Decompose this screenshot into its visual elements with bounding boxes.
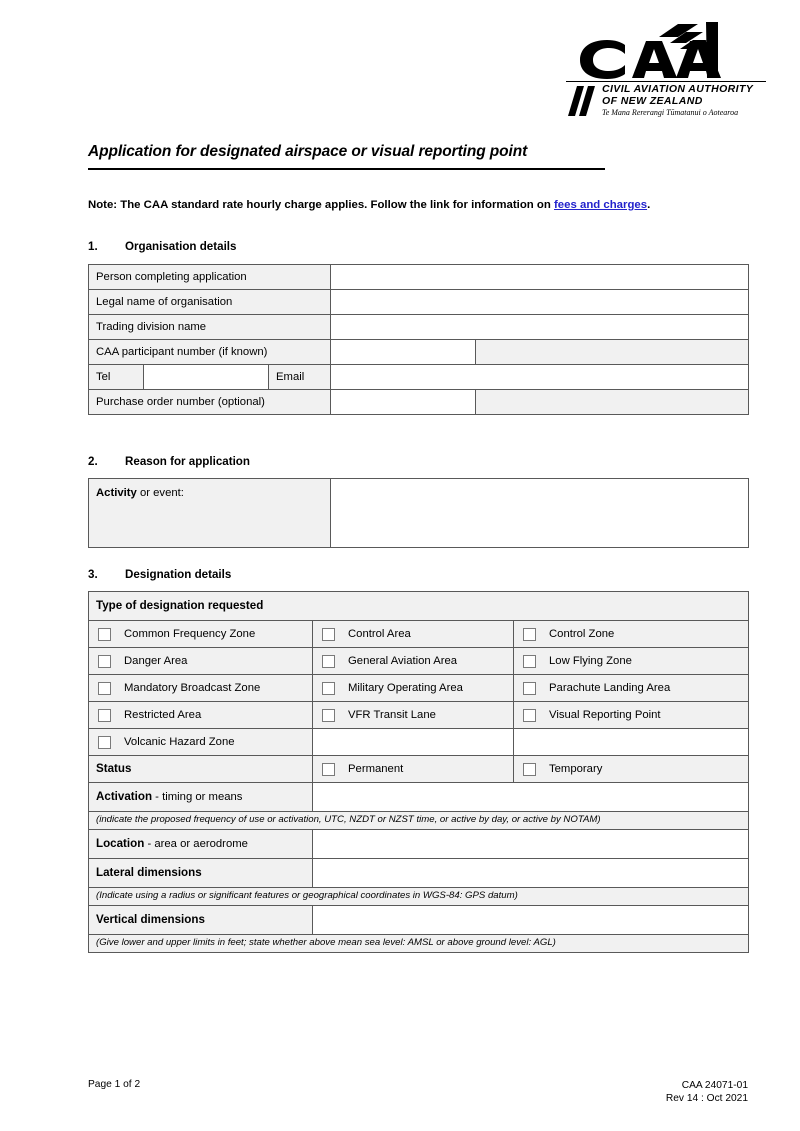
activation-label-bold: Activation [96, 790, 153, 803]
activity-label-rest: or event: [136, 487, 184, 499]
section-title-2: Reason for application [125, 455, 250, 468]
checkbox-cell-control-area[interactable] [313, 621, 514, 648]
checkbox-label: Restricted Area [124, 709, 202, 721]
table-row [89, 315, 749, 340]
label-legal-name: Legal name of organisation [89, 290, 331, 315]
fees-and-charges-link[interactable]: fees and charges [554, 199, 648, 211]
activity-label-bold: Activity [96, 487, 137, 499]
table-row [89, 702, 749, 729]
table-row [89, 756, 749, 783]
table-row [89, 265, 749, 290]
spacer-purchase-order [476, 390, 749, 415]
checkbox-label: Common Frequency Zone [124, 628, 256, 640]
activation-label-rest: - timing or means [152, 791, 243, 803]
checkbox-icon[interactable] [98, 682, 111, 695]
logo-line-2: OF NEW ZEALAND [602, 94, 703, 107]
section-number-1: 1. [88, 240, 98, 253]
note-prefix: Note: The CAA standard rate hourly charge applies. Follow the link for information on [88, 199, 555, 211]
section-title-3: Designation details [125, 568, 232, 581]
checkbox-label: Control Zone [549, 628, 615, 640]
checkbox-label: Permanent [348, 763, 404, 775]
checkbox-cell-restricted-area[interactable] [89, 702, 313, 729]
checkbox-cell-control-zone[interactable] [514, 621, 749, 648]
double-slash-icon [568, 86, 598, 116]
table-row [89, 859, 749, 888]
hint-activation: (indicate the proposed frequency of use or activation, UTC, NZDT or NZST time, or active by day, or active by NOTAM) [89, 812, 749, 830]
checkbox-icon[interactable] [98, 628, 111, 641]
input-trading-division[interactable] [331, 315, 749, 340]
input-activation[interactable] [313, 783, 749, 812]
table-row [89, 592, 749, 621]
table-row [89, 648, 749, 675]
empty-cell-designation-2 [313, 729, 514, 756]
input-purchase-order[interactable] [331, 390, 476, 415]
location-label-rest: - area or aerodrome [144, 838, 248, 850]
caa-logo-subtext [566, 81, 766, 118]
section-number-3: 3. [88, 568, 98, 581]
checkbox-icon[interactable] [523, 682, 536, 695]
footer-form-meta [666, 1079, 748, 1105]
checkbox-cell-parachute-landing-area[interactable] [514, 675, 749, 702]
checkbox-label: Mandatory Broadcast Zone [124, 682, 261, 694]
label-lateral-dimensions: Lateral dimensions [89, 859, 313, 888]
designation-type-header: Type of designation requested [89, 592, 749, 621]
section-heading-3 [88, 568, 231, 581]
checkbox-cell-general-aviation-area[interactable] [313, 648, 514, 675]
checkbox-cell-volcanic-hazard-zone[interactable] [89, 729, 313, 756]
note-suffix: . [647, 199, 651, 211]
caa-logo [566, 22, 766, 118]
hint-vertical-dimensions: (Give lower and upper limits in feet; state whether above mean sea level: AMSL or above ground level: AGL) [89, 935, 749, 953]
checkbox-icon[interactable] [322, 628, 335, 641]
table-row [89, 888, 749, 906]
input-location[interactable] [313, 830, 749, 859]
label-trading-division: Trading division name [89, 315, 331, 340]
checkbox-label: Military Operating Area [348, 682, 463, 694]
section-title-1: Organisation details [125, 240, 237, 253]
checkbox-label: Danger Area [124, 655, 188, 667]
input-tel[interactable] [144, 365, 269, 390]
table-row [89, 830, 749, 859]
checkbox-icon[interactable] [523, 709, 536, 722]
input-participant-number[interactable] [331, 340, 476, 365]
logo-line-3: Te Mana Rererangi Tūmatanui o Aotearoa [602, 108, 739, 117]
note-line [88, 199, 650, 211]
table-row [89, 812, 749, 830]
checkbox-icon[interactable] [98, 655, 111, 668]
table-row [89, 906, 749, 935]
section-number-2: 2. [88, 455, 98, 468]
checkbox-label: Visual Reporting Point [549, 709, 661, 721]
label-status: Status [89, 756, 313, 783]
checkbox-label: Low Flying Zone [549, 655, 632, 667]
location-label-bold: Location [96, 837, 145, 850]
label-email: Email [269, 365, 331, 390]
checkbox-cell-low-flying-zone[interactable] [514, 648, 749, 675]
organisation-details-table [88, 264, 749, 415]
checkbox-label: Control Area [348, 628, 411, 640]
input-email[interactable] [331, 365, 749, 390]
table-row [89, 729, 749, 756]
caa-logo-mark [566, 22, 766, 80]
table-row [89, 479, 749, 548]
input-legal-name[interactable] [331, 290, 749, 315]
checkbox-cell-permanent[interactable] [313, 756, 514, 783]
checkbox-cell-military-operating-area[interactable] [313, 675, 514, 702]
hint-lateral-dimensions: (Indicate using a radius or significant features or geographical coordinates in WGS-84: GPS datum) [89, 888, 749, 906]
footer-revision: Rev 14 : Oct 2021 [665, 1093, 748, 1104]
section-heading-1 [88, 240, 236, 253]
spacer-participant-number [476, 340, 749, 365]
label-vertical-dimensions: Vertical dimensions [89, 906, 313, 935]
checkbox-label: Volcanic Hazard Zone [124, 736, 235, 748]
input-activity-or-event[interactable] [331, 479, 749, 548]
logo-line-1: CIVIL AVIATION AUTHORITY [602, 83, 754, 95]
designation-details-table [88, 591, 749, 953]
checkbox-icon[interactable] [322, 682, 335, 695]
table-row [89, 340, 749, 365]
checkbox-icon[interactable] [523, 628, 536, 641]
checkbox-icon[interactable] [523, 763, 536, 776]
table-row [89, 935, 749, 953]
table-row [89, 621, 749, 648]
label-participant-number: CAA participant number (if known) [89, 340, 331, 365]
checkbox-icon[interactable] [523, 655, 536, 668]
footer-form-id: CAA 24071-01 [681, 1080, 748, 1091]
input-person-completing[interactable] [331, 265, 749, 290]
label-person-completing: Person completing application [89, 265, 331, 290]
checkbox-cell-mandatory-broadcast-zone[interactable] [89, 675, 313, 702]
footer-page-number: Page 1 of 2 [88, 1079, 141, 1090]
label-tel: Tel [89, 365, 144, 390]
checkbox-cell-temporary[interactable] [514, 756, 749, 783]
table-row [89, 675, 749, 702]
checkbox-icon[interactable] [98, 736, 111, 749]
title-underline [88, 168, 605, 170]
label-activity-or-event [89, 479, 331, 548]
checkbox-label: VFR Transit Lane [348, 709, 436, 721]
checkbox-cell-vfr-transit-lane[interactable] [313, 702, 514, 729]
page-title: Application for designated airspace or visual reporting point [88, 143, 528, 160]
checkbox-label: Temporary [549, 763, 603, 775]
input-lateral-dimensions[interactable] [313, 859, 749, 888]
section-heading-2 [88, 455, 250, 468]
checkbox-icon[interactable] [322, 655, 335, 668]
table-row [89, 290, 749, 315]
checkbox-label: General Aviation Area [348, 655, 458, 667]
checkbox-cell-danger-area[interactable] [89, 648, 313, 675]
caa-wordmark-icon [566, 22, 766, 80]
checkbox-icon[interactable] [322, 709, 335, 722]
reason-for-application-table [88, 478, 749, 548]
empty-cell-designation-3 [514, 729, 749, 756]
checkbox-icon[interactable] [98, 709, 111, 722]
checkbox-cell-visual-reporting-point[interactable] [514, 702, 749, 729]
checkbox-label: Parachute Landing Area [549, 682, 671, 694]
table-row [89, 365, 749, 390]
input-vertical-dimensions[interactable] [313, 906, 749, 935]
label-activation [89, 783, 313, 812]
table-row [89, 390, 749, 415]
table-row [89, 783, 749, 812]
checkbox-icon[interactable] [322, 763, 335, 776]
label-purchase-order: Purchase order number (optional) [89, 390, 331, 415]
label-location [89, 830, 313, 859]
checkbox-cell-common-frequency-zone[interactable] [89, 621, 313, 648]
